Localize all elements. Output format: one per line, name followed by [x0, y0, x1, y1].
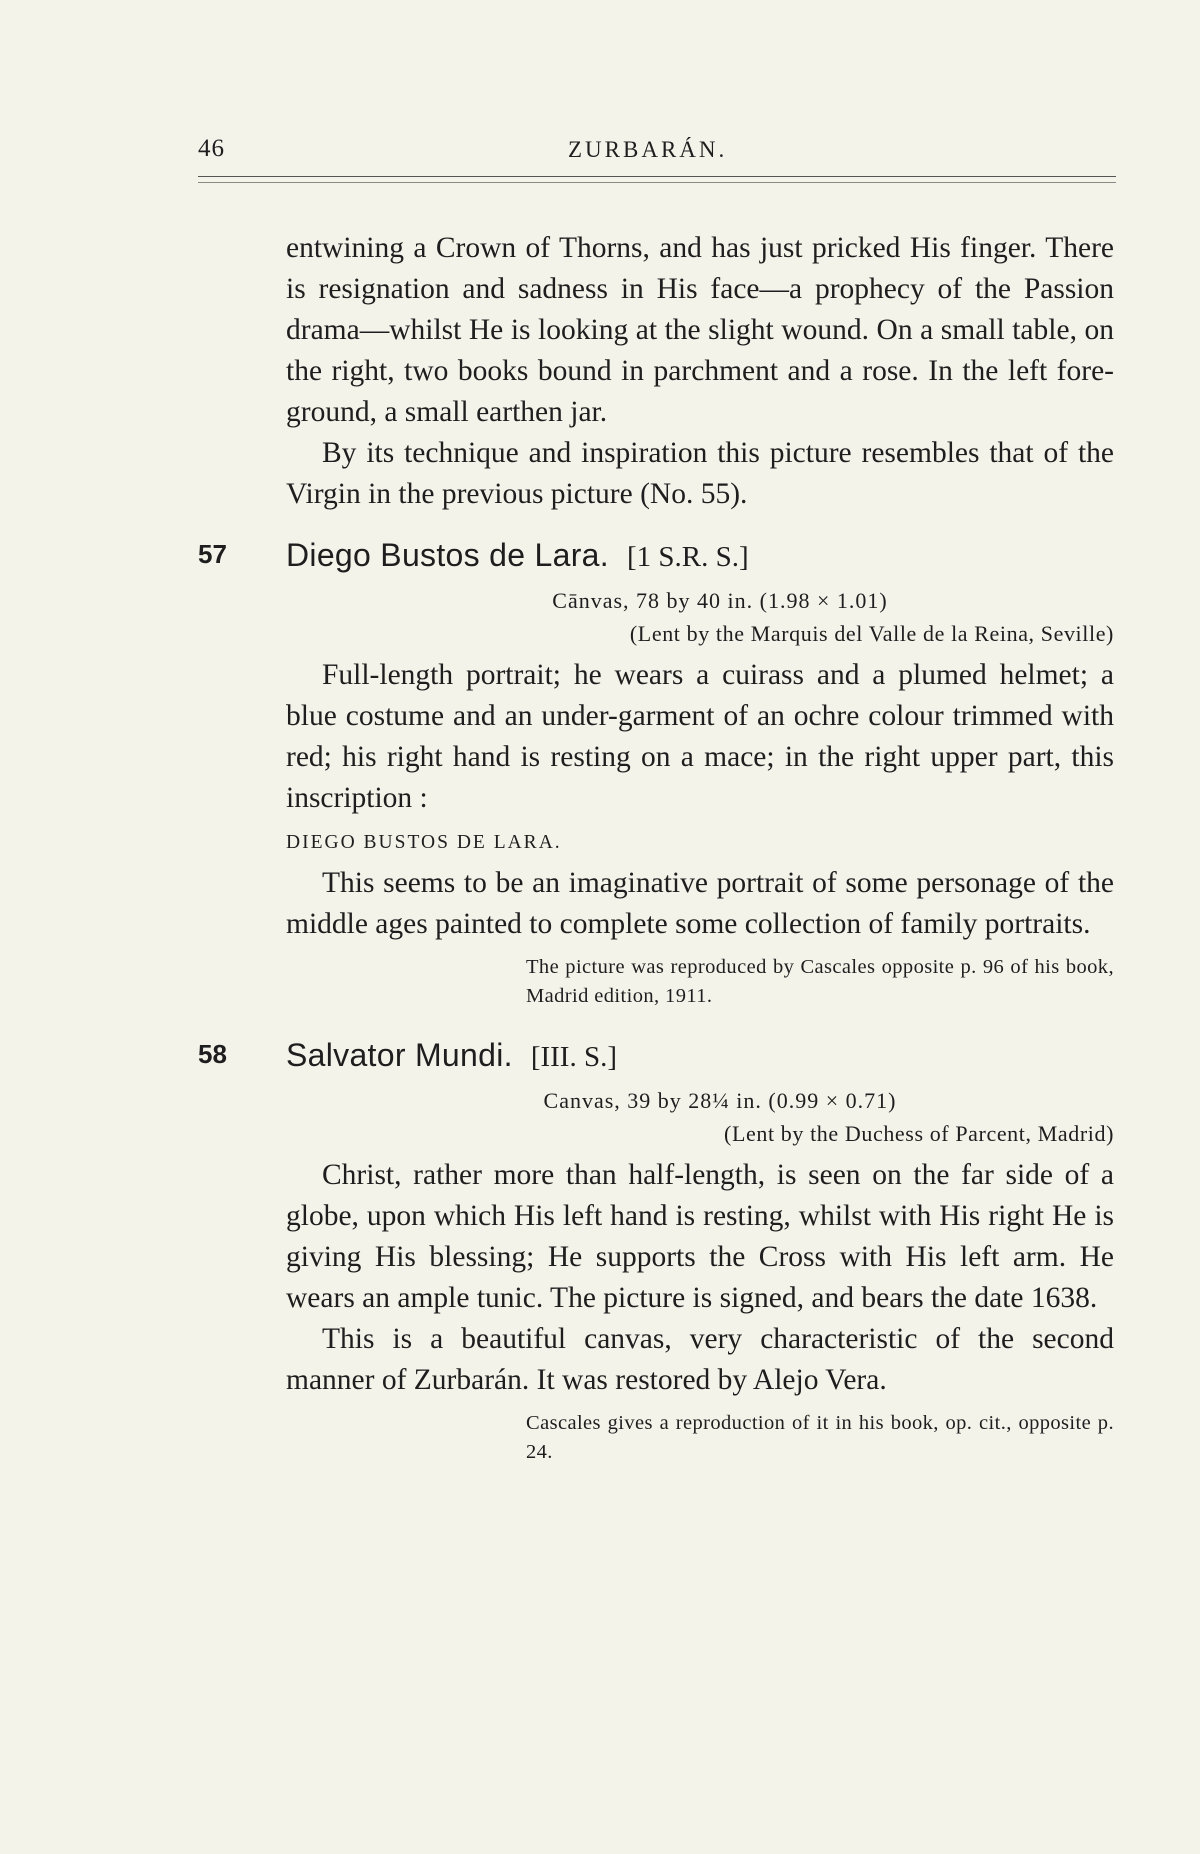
entry-number: 57	[198, 539, 227, 569]
catalogue-entry-58	[198, 1037, 1114, 1467]
entry-lender: (Lent by the Duchess of Parcent, Madrid)	[724, 1121, 1114, 1146]
entry-dimensions: Cānvas, 78 by 40 in. (1.98 × 1.01)	[552, 588, 888, 613]
entry-comment: This is a beautiful canvas, very characteristic of the second manner of Zurbarán. It was restored by Alejo Vera.	[286, 1323, 1114, 1396]
intro-paragraph-comparison: By its technique and inspiration this picture resembles that of the Virgin in the previous picture (No. 55).	[286, 437, 1114, 510]
intro-paragraph: entwining a Crown of Thorns, and has just pricked His finger. There is resignation and sadness in His face—a prophecy of the Passion drama—whilst He is looking at the slight wound. On a small table, on the right, two books bound in parchment and a rose. In the left fore-ground, a small earthen jar.	[286, 232, 1114, 428]
entry-title: Salvator Mundi.	[286, 1037, 513, 1073]
header-rule-thin	[198, 182, 1116, 183]
entry-footnote: Cascales gives a reproduction of it in his book, op. cit., opposite p. 24.	[526, 1412, 1114, 1463]
entry-footnote: The picture was reproduced by Cascales opposite p. 96 of his book, Madrid edition, 1911.	[526, 956, 1114, 1007]
entry-lender: (Lent by the Marquis del Valle de la Reina, Seville)	[629, 621, 1114, 646]
entry-comment: This seems to be an imaginative portrait of some personage of the middle ages painted to complete some collection of family portraits.	[286, 867, 1114, 940]
entry-inscription-line	[286, 819, 1114, 863]
entry-description: Christ, rather more than half-length, is seen on the far side of a globe, upon which His left hand is resting, whilst with His right He is giving His blessing; He supports the Cross with His left arm. He wears an ample tunic. The picture is signed, and bears the date 1638.	[286, 1159, 1114, 1314]
page-number: 46	[198, 135, 225, 162]
page-body	[198, 228, 1114, 1467]
entry-heading	[198, 537, 1114, 585]
entry-reference: [1 S.R. S.]	[626, 541, 749, 573]
catalogue-entry-57	[198, 537, 1114, 1011]
running-header	[198, 131, 1118, 171]
entry-inscription: DIEGO BUSTOS DE LARA.	[286, 832, 562, 853]
entry-heading	[198, 1037, 1114, 1085]
header-rule	[198, 176, 1116, 177]
entry-number: 58	[198, 1039, 227, 1069]
entry-description: Full-length portrait; he wears a cuirass and a plumed helmet; a blue costume and an under-garment of an ochre colour trimmed with red; his right hand is resting on a mace; in the right upper part, this inscription :	[286, 659, 1114, 814]
running-title: ZURBARÁN.	[568, 137, 728, 162]
entry-dimensions: Canvas, 39 by 28¼ in. (0.99 × 0.71)	[543, 1088, 897, 1113]
entry-title: Diego Bustos de Lara.	[286, 537, 609, 573]
entry-reference: [III. S.]	[530, 1041, 617, 1073]
